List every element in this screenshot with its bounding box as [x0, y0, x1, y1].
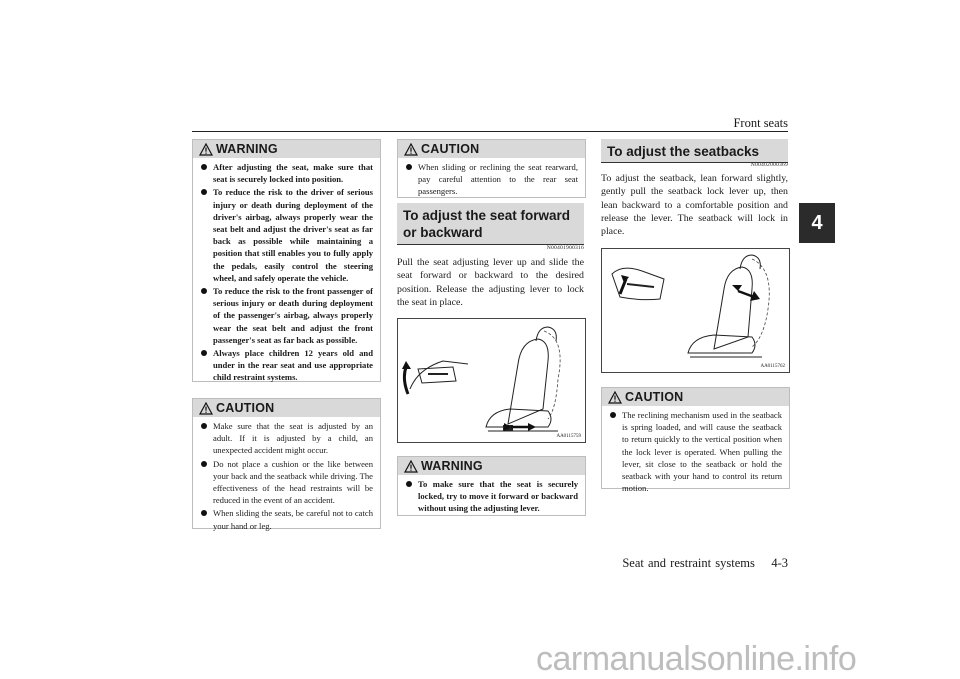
- seat-slide-illustration: [397, 318, 586, 443]
- caution-label: CAUTION: [216, 401, 275, 415]
- caution-box-rear: [397, 139, 586, 198]
- caution-list: [398, 158, 585, 203]
- section-code: N00401900316: [546, 245, 584, 251]
- chapter-tab: 4: [799, 203, 835, 243]
- warning-box-driver: [192, 139, 381, 382]
- figure-label: AA0115759: [556, 434, 581, 439]
- caution-list: [602, 406, 789, 499]
- warning-item: To reduce the risk to the driver of serious injury or death during deployment of the driver's airbag, always properly wear the seat belt and adjust the driver's seat as far back as possible while maintaining a position that still enables you to fully apply the pedals, easily control the steering wheel, and safely operate the vehicle.: [200, 186, 373, 284]
- caution-triangle-icon: [608, 391, 622, 404]
- seatback-recline-drawing: [602, 249, 789, 372]
- warning-item: To reduce the risk to the front passenger of serious injury or death during deployment of the passenger's airbag, always properly wear the seat belt and adjust the front passenger's seat as far back as possible.: [200, 285, 373, 346]
- caution-triangle-icon: [404, 143, 418, 156]
- page-header-title: Front seats: [733, 116, 788, 130]
- warning-item: To make sure that the seat is securely locked, try to move it forward or backward without using the adjusting lever.: [405, 478, 578, 515]
- warning-header: [193, 140, 380, 158]
- section-code: N00402000369: [750, 162, 788, 168]
- warning-list: [193, 158, 380, 389]
- caution-label: CAUTION: [625, 390, 684, 404]
- section-heading-seatbacks: To adjust the seatbacks: [601, 139, 788, 163]
- figure-label: AA0115762: [760, 364, 785, 369]
- warning-triangle-icon: [404, 460, 418, 473]
- section-paragraph: To adjust the seatback, lean forward slightly, gently pull the seatback lock lever up, then lean backward to a comfortable position and release the lever. The seatback will lock in place.: [601, 173, 788, 238]
- warning-item: Always place children 12 years old and under in the rear seat and use appropriate child restraint systems.: [200, 347, 373, 384]
- warning-triangle-icon: [199, 143, 213, 156]
- caution-box-adult: [192, 398, 381, 529]
- caution-label: CAUTION: [421, 142, 480, 156]
- caution-triangle-icon: [199, 402, 213, 415]
- section-heading-forward-backward: To adjust the seat forward or backward: [397, 203, 584, 245]
- caution-list: [193, 417, 380, 537]
- section-paragraph: Pull the seat adjusting lever up and slide the seat forward or backward to the desired position. Release the adjusting lever to lock the seat in place.: [397, 257, 584, 308]
- caution-item: Do not place a cushion or the like between your back and the seatback while driving. The effectiveness of the head restraints will be reduced in the event of an accident.: [200, 458, 373, 507]
- caution-header: [398, 140, 585, 158]
- warning-item: After adjusting the seat, make sure that seat is securely locked into position.: [200, 161, 373, 185]
- caution-header: [193, 399, 380, 417]
- caution-box-reclining: [601, 387, 790, 494]
- caution-header: [602, 388, 789, 406]
- watermark: carmanualsonline.info: [536, 640, 857, 678]
- caution-item: When sliding the seats, be careful not to catch your hand or leg.: [200, 507, 373, 531]
- header-rule: [192, 131, 788, 132]
- seat-slide-drawing: [398, 319, 585, 442]
- warning-label: WARNING: [216, 142, 278, 156]
- page-footer: Seat and restraint systems 4-3: [622, 556, 788, 570]
- warning-label: WARNING: [421, 459, 483, 473]
- seatback-recline-illustration: [601, 248, 790, 373]
- warning-box-locked: [397, 456, 586, 516]
- caution-item: The reclining mechanism used in the seatback is spring loaded, and will cause the seatback to return quickly to the vertical position when the lock lever is operated. When pulling the lever, sit close to the seatback or hold the seatback with your hand to control its return motion.: [609, 409, 782, 494]
- warning-header: [398, 457, 585, 475]
- warning-list: [398, 475, 585, 520]
- caution-item: Make sure that the seat is adjusted by an adult. If it is adjusted by a child, an unexpected accident might occur.: [200, 420, 373, 457]
- caution-item: When sliding or reclining the seat rearward, pay careful attention to the rear seat passengers.: [405, 161, 578, 198]
